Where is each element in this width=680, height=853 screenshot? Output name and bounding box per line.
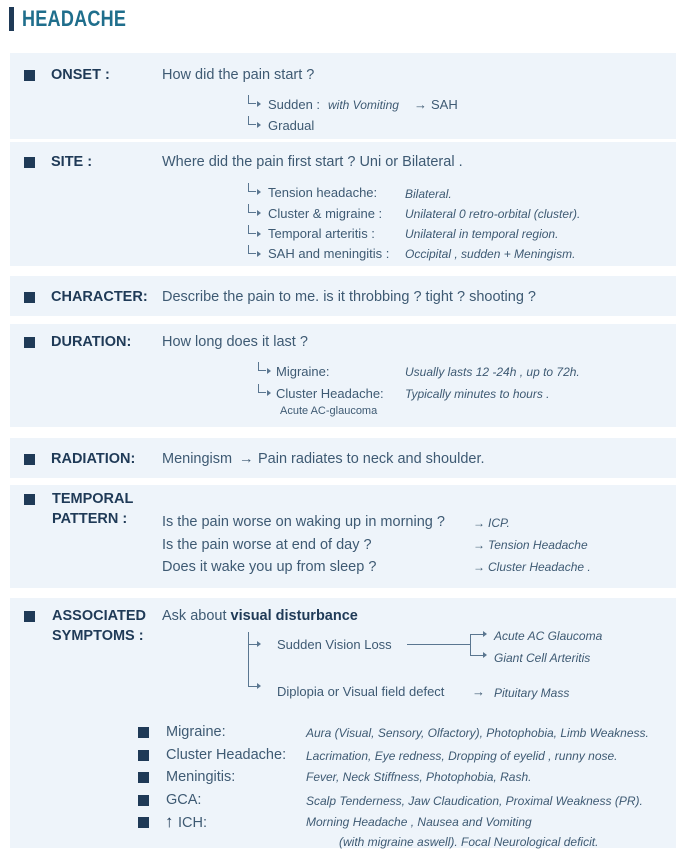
associated-ask-text: Ask about	[162, 608, 227, 624]
condition-bullet	[138, 750, 149, 761]
condition-bullet	[138, 795, 149, 806]
site-item-name: Cluster & migraine :	[268, 206, 383, 221]
onset-branch-hook	[248, 116, 256, 125]
associated-bullet	[24, 611, 35, 622]
temporal-question: Is the pain worse on waking up in morning ?	[162, 514, 445, 530]
radiation-label: RADIATION:	[51, 451, 136, 467]
site-item-desc: Unilateral 0 retro-orbital (cluster).	[405, 207, 581, 221]
associated-branch-line	[248, 632, 249, 686]
condition-name: Meningitis:	[166, 769, 236, 785]
associated-label-line1: ASSOCIATED	[52, 608, 146, 624]
condition-name: Migraine:	[166, 724, 226, 740]
arrow-icon: →	[473, 516, 485, 530]
arrow-icon	[483, 631, 487, 637]
arrow-icon: →	[473, 560, 485, 574]
condition-bullet	[138, 727, 149, 738]
associated-label-line2: SYMPTOMS :	[52, 628, 144, 644]
arrow-icon	[257, 101, 261, 107]
site-bullet	[24, 157, 35, 168]
site-branch-hook	[248, 225, 256, 234]
arrow-icon	[257, 683, 261, 689]
onset-gradual: Gradual	[268, 118, 315, 133]
vision-loss-connector	[407, 644, 470, 645]
vision-loss-connector	[470, 634, 471, 655]
duration-item-desc: Usually lasts 12 -24h , up to 72h.	[405, 365, 580, 379]
temporal-label-line1: TEMPORAL	[52, 491, 134, 507]
site-item-desc: Bilateral.	[405, 187, 452, 201]
vision-loss-result: Acute AC Glaucoma	[494, 629, 603, 643]
site-item-name: SAH and meningitis :	[268, 246, 390, 261]
condition-desc-continued: (with migraine aswell). Focal Neurological deficit.	[339, 835, 599, 849]
condition-desc: Scalp Tenderness, Jaw Claudication, Proximal Weakness (PR).	[306, 794, 643, 808]
arrow-icon	[257, 251, 261, 257]
radiation-text-b: Pain radiates to neck and shoulder.	[258, 451, 485, 467]
condition-name: Cluster Headache:	[166, 747, 287, 763]
arrow-icon	[267, 390, 271, 396]
arrow-icon	[483, 652, 487, 658]
arrow-icon: →	[473, 538, 485, 552]
site-question: Where did the pain first start ? Uni or Bilateral .	[162, 154, 463, 170]
onset-card	[10, 53, 676, 139]
character-label: CHARACTER:	[51, 289, 148, 305]
site-branch-hook	[248, 204, 256, 213]
condition-desc: Morning Headache , Nausea and Vomiting	[306, 815, 532, 829]
arrow-icon: →	[239, 451, 254, 467]
duration-branch-hook	[258, 362, 266, 371]
site-branch-hook	[248, 245, 256, 254]
diplopia-text: Diplopia or Visual field defect	[277, 684, 445, 699]
condition-bullet	[138, 817, 149, 828]
duration-branch-hook	[258, 384, 266, 393]
sudden-vision-loss: Sudden Vision Loss	[277, 637, 392, 652]
condition-desc: Aura (Visual, Sensory, Olfactory), Photophobia, Limb Weakness.	[306, 726, 649, 740]
temporal-question: Is the pain worse at end of day ?	[162, 537, 372, 553]
arrow-icon	[257, 189, 261, 195]
duration-item-desc: Typically minutes to hours .	[405, 387, 550, 401]
title-accent-bar	[9, 7, 14, 31]
site-item-desc: Occipital , sudden + Meningism.	[405, 247, 576, 261]
condition-desc: Lacrimation, Eye redness, Dropping of eyelid , runny nose.	[306, 749, 618, 763]
onset-bullet	[24, 70, 35, 81]
character-bullet	[24, 292, 35, 303]
duration-item-name: Cluster Headache:	[276, 386, 384, 401]
vision-loss-result: Giant Cell Arteritis	[494, 651, 591, 665]
diplopia-result: Pituitary Mass	[494, 686, 570, 700]
duration-label: DURATION:	[51, 334, 132, 350]
radiation-bullet	[24, 454, 35, 465]
character-question: Describe the pain to me. is it throbbing ? tight ? shooting ?	[162, 289, 536, 305]
page-title: HEADACHE	[22, 6, 127, 31]
temporal-answer: Tension Headache	[488, 538, 588, 552]
condition-name: GCA:	[166, 792, 202, 808]
arrow-icon	[257, 122, 261, 128]
onset-sudden: Sudden :	[268, 97, 321, 112]
temporal-answer: Cluster Headache .	[488, 560, 591, 574]
arrow-icon: →	[472, 684, 485, 699]
arrow-icon	[257, 641, 261, 647]
vision-loss-connector	[470, 655, 484, 656]
up-arrow-icon: ↑	[165, 812, 174, 831]
condition-bullet	[138, 772, 149, 783]
arrow-icon	[257, 231, 261, 237]
duration-item-name: Migraine:	[276, 364, 330, 379]
onset-branch-hook	[248, 95, 256, 104]
vision-loss-connector	[470, 634, 484, 635]
onset-sudden-result: SAH	[431, 97, 458, 112]
temporal-answer: ICP.	[488, 516, 510, 530]
condition-desc: Fever, Neck Stiffness, Photophobia, Rash.	[306, 770, 532, 784]
duration-question: How long does it last ?	[162, 334, 308, 350]
condition-name: ICH:	[178, 815, 207, 831]
onset-label: ONSET :	[51, 67, 110, 83]
associated-ask-bold: visual disturbance	[230, 608, 358, 624]
temporal-label-line2: PATTERN :	[52, 511, 128, 527]
temporal-question: Does it wake you up from sleep ?	[162, 559, 377, 575]
temporal-bullet	[24, 494, 35, 505]
site-branch-hook	[248, 183, 256, 192]
site-item-desc: Unilateral in temporal region.	[405, 227, 559, 241]
onset-question: How did the pain start ?	[162, 67, 315, 83]
radiation-text-a: Meningism	[162, 451, 233, 467]
site-label: SITE :	[51, 154, 93, 170]
arrow-icon	[257, 210, 261, 216]
site-item-name: Temporal arteritis :	[268, 226, 375, 241]
arrow-icon: →	[414, 97, 427, 112]
associated-ask	[162, 608, 358, 624]
arrow-icon	[267, 368, 271, 374]
site-item-name: Tension headache:	[268, 185, 378, 200]
duration-bullet	[24, 337, 35, 348]
duration-note: Acute AC-glaucoma	[280, 405, 378, 417]
onset-sudden-note: with Vomiting	[328, 98, 399, 112]
